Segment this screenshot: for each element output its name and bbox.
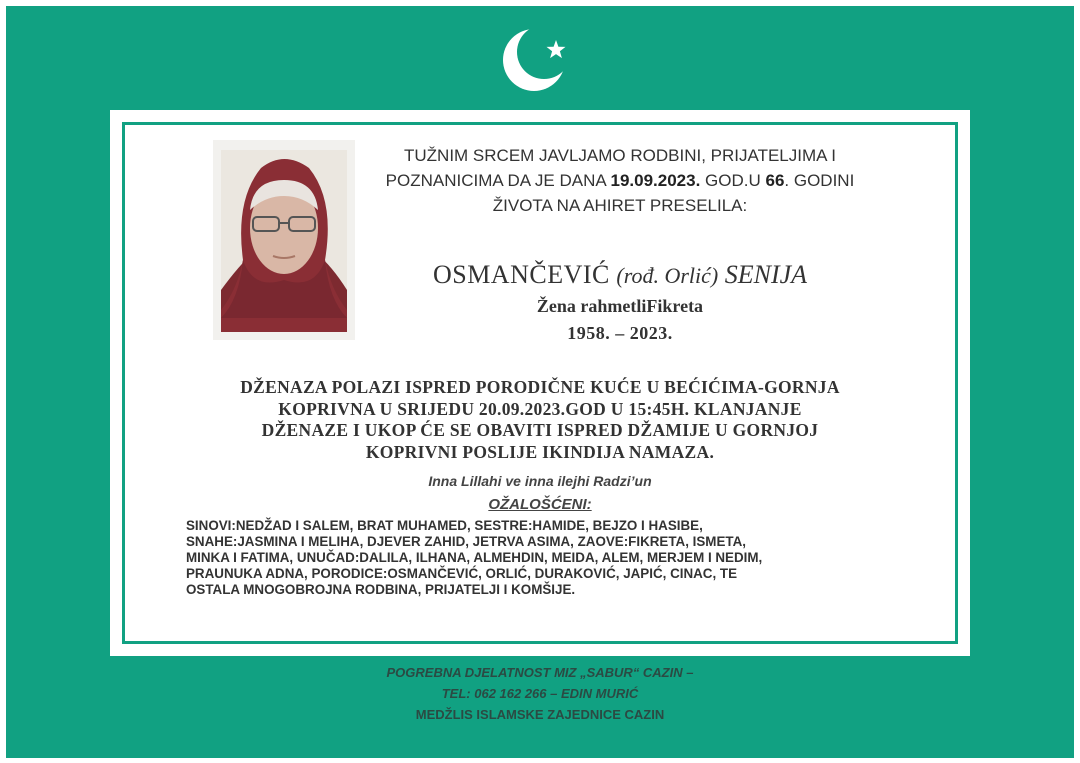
deceased-given-name: SENIJA: [724, 260, 808, 289]
deceased-name: [360, 258, 880, 293]
age: 66: [765, 171, 785, 190]
portrait-photo: [213, 140, 355, 340]
deceased-surname: OSMANČEVIĆ: [432, 260, 610, 289]
intro-line-1: TUŽNIM SRCEM JAVLJAMO RODBINI, PRIJATELJIMA I: [404, 146, 836, 165]
funeral-line: DŽENAZA POLAZI ISPRED PORODIČNE KUĆE U BEĆIĆIMA-GORNJA: [240, 377, 840, 397]
mourners-line: OSTALA MNOGOBROJNA RODBINA, PRIJATELJI I KOMŠIJE.: [186, 582, 576, 597]
funeral-details: [150, 377, 930, 463]
mourners-title: OŽALOŠĆENI:: [488, 496, 592, 513]
deceased-spouse: Žena rahmetliFikreta: [536, 296, 704, 316]
mourners-line: SNAHE:JASMINA I MELIHA, DJEVER ZAHID, JETRVA ASIMA, ZAOVE:FIKRETA, ISMETA,: [186, 534, 746, 549]
intro-line-2-pre: POZNANICIMA DA JE DANA: [385, 171, 611, 190]
deceased-block: [360, 258, 880, 347]
funeral-line: DŽENAZE I UKOP ĆE SE OBAVITI ISPRED DŽAMIJE U GORNJOJ: [261, 420, 819, 440]
crescent-star-icon: [500, 22, 572, 94]
death-date: 19.09.2023.: [610, 171, 701, 190]
mourners-list: [186, 518, 906, 598]
intro-line-2-mid: GOD.U: [700, 171, 766, 190]
footer-phone: TEL: 062 162 266 – EDIN MURIĆ: [441, 686, 639, 701]
intro-line-3: ŽIVOTA NA AHIRET PRESELILA:: [492, 196, 748, 215]
mourners-line: PRAUNUKA ADNA, PORODICE:OSMANČEVIĆ, ORLIĆ, DURAKOVIĆ, JAPIĆ, CINAC, TE: [186, 566, 738, 581]
footer-funeral-service: POGREBNA DJELATNOST MIZ „SABUR“ CAZIN –: [386, 665, 694, 680]
intro-line-2: [360, 168, 880, 193]
intro-line-2-post: . GODINI: [784, 171, 855, 190]
mourners-line: SINOVI:NEDŽAD I SALEM, BRAT MUHAMED, SESTRE:HAMIDE, BEJZO I HASIBE,: [186, 518, 703, 533]
intro-text: [360, 143, 880, 218]
funeral-line: KOPRIVNA U SRIJEDU 20.09.2023.GOD U 15:45H. KLANJANJE: [278, 398, 802, 419]
deceased-years: 1958. – 2023.: [567, 323, 673, 343]
deceased-maiden-name: (rođ. Orlić): [616, 263, 719, 288]
funeral-line: KOPRIVNI POSLIJE IKINDIJA NAMAZA.: [365, 441, 715, 462]
mourners-line: MINKA I FATIMA, UNUČAD:DALILA, ILHANA, ALMEHDIN, MEIDA, ALEM, MERJEM I NEDIM,: [186, 550, 763, 565]
footer: [290, 662, 790, 725]
prayer-line: Inna Lillahi ve inna ilejhi Radzi’un: [428, 473, 652, 489]
footer-organization: MEDŽLIS ISLAMSKE ZAJEDNICE CAZIN: [415, 707, 665, 722]
